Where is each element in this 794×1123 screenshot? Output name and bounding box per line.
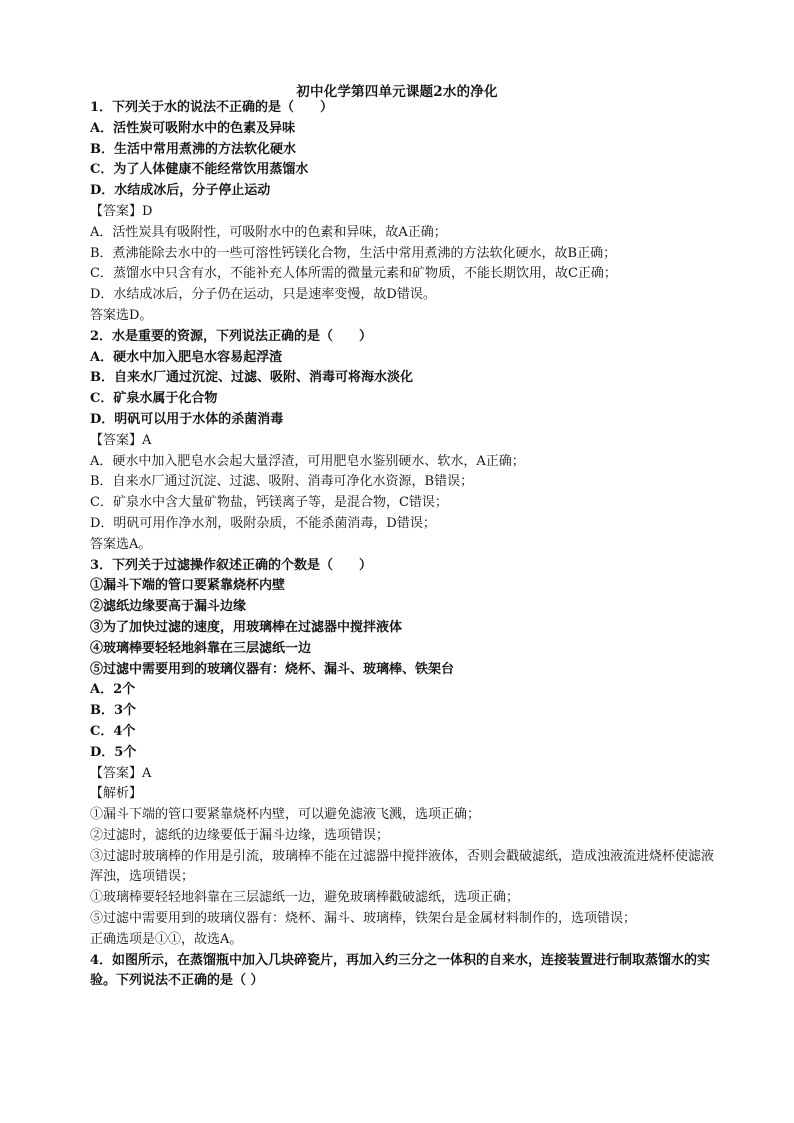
page-title: 初中化学第四单元课题2水的净化 [296, 84, 498, 100]
question-2-explanation-line: C．矿泉水中含大量矿物盐，钙镁离子等，是混合物，C错误； [90, 495, 448, 511]
question-1-answer: 【答案】D [90, 203, 153, 219]
question-3-explanation-line: ③过滤时玻璃棒的作用是引流，玻璃棒不能在过滤器中搅拌液体，否则会戳破滤纸，造成浊液流进烧杯使滤液浑浊，选项错误； [90, 848, 715, 885]
question-1-option-b: B．生活中常用煮沸的方法软化硬水 [90, 141, 296, 157]
question-3-item: ⑤过滤中需要用到的玻璃仪器有：烧杯、漏斗、玻璃棒、铁架台 [90, 661, 455, 677]
question-1-option-d: D．水结成冰后，分子停止运动 [90, 183, 271, 199]
question-2-answer: 【答案】A [90, 432, 152, 448]
question-3-explanation-line: 正确选项是①①，故选A。 [90, 931, 243, 947]
question-2-explanation-line: B．自来水厂通过沉淀、过滤、吸附、消毒可净化水资源，B错误； [90, 474, 474, 490]
question-3-option-d: D．5个 [90, 744, 137, 760]
question-1-explanation-line: D．水结成冰后，分子仍在运动，只是速率变慢，故D错误。 [90, 287, 436, 303]
question-2-explanation-line: D．明矾可用作净水剂，吸附杂质，不能杀菌消毒，D错误； [90, 515, 436, 531]
question-3-option-a: A．2个 [90, 682, 136, 698]
question-2-option-d: D．明矾可以用于水体的杀菌消毒 [90, 411, 284, 427]
question-2-explanation-line: 答案选A。 [90, 536, 152, 552]
question-2-option-c: C．矿泉水属于化合物 [90, 391, 218, 407]
question-2-stem: 2．水是重要的资源，下列说法正确的是（ ） [90, 328, 373, 344]
question-1-explanation-line: 答案选D。 [90, 307, 153, 323]
question-1-option-c: C．为了人体健康不能经常饮用蒸馏水 [90, 162, 309, 178]
question-3-option-b: B．3个 [90, 703, 137, 719]
question-1-option-a: A．活性炭可吸附水中的色素及异味 [90, 120, 296, 136]
question-1-stem: 1．下列关于水的说法不正确的是（ ） [90, 100, 334, 115]
question-2-option-b: B．自来水厂通过沉淀、过滤、吸附、消毒可将海水淡化 [90, 370, 413, 386]
question-2-explanation-line: A．硬水中加入肥皂水会起大量浮渣，可用肥皂水鉴别硬水、软水，A正确； [90, 453, 525, 469]
question-3-item: ③为了加快过滤的速度，用玻璃棒在过滤器中搅拌液体 [90, 619, 403, 635]
question-1-explanation-line: C．蒸馏水中只含有水，不能补充人体所需的微量元素和矿物质，不能长期饮用，故C正确； [90, 266, 617, 282]
question-3-analysis-label: 【解析】 [90, 786, 143, 802]
document-body [90, 98, 718, 992]
question-2-option-a: A．硬水中加入肥皂水容易起浮渣 [90, 349, 283, 365]
question-3-item: ①漏斗下端的管口要紧靠烧杯内壁 [90, 578, 286, 594]
question-1-explanation-line: A．活性炭具有吸附性，可吸附水中的色素和异味，故A正确； [90, 224, 447, 240]
question-1-explanation-line: B．煮沸能除去水中的一些可溶性钙镁化合物，生活中常用煮沸的方法软化硬水，故B正确； [90, 245, 617, 261]
question-3-item: ②滤纸边缘要高于漏斗边缘 [90, 599, 247, 615]
question-3-explanation-line: ⑤过滤中需要用到的玻璃仪器有：烧杯、漏斗、玻璃棒，铁架台是金属材料制作的，选项错误； [90, 911, 637, 927]
question-3-stem: 3．下列关于过滤操作叙述正确的个数是（ ） [90, 557, 373, 573]
question-3-option-c: C．4个 [90, 723, 136, 739]
question-3-item: ④玻璃棒要轻轻地斜靠在三层滤纸一边 [90, 640, 312, 656]
question-3-answer: 【答案】A [90, 765, 152, 781]
question-4-stem: 4．如图所示，在蒸馏瓶中加入几块碎瓷片，再加入约三分之一体积的自来水，连接装置进行制取蒸馏水的实验。下列说法不正确的是（ ） [90, 952, 711, 989]
question-3-explanation-line: ①漏斗下端的管口要紧靠烧杯内壁，可以避免滤液飞溅，选项正确； [90, 807, 481, 823]
question-3-explanation-line: ①玻璃棒要轻轻地斜靠在三层滤纸一边，避免玻璃棒戳破滤纸，选项正确； [90, 890, 520, 906]
question-3-explanation-line: ②过滤时，滤纸的边缘要低于漏斗边缘，选项错误； [90, 827, 390, 843]
